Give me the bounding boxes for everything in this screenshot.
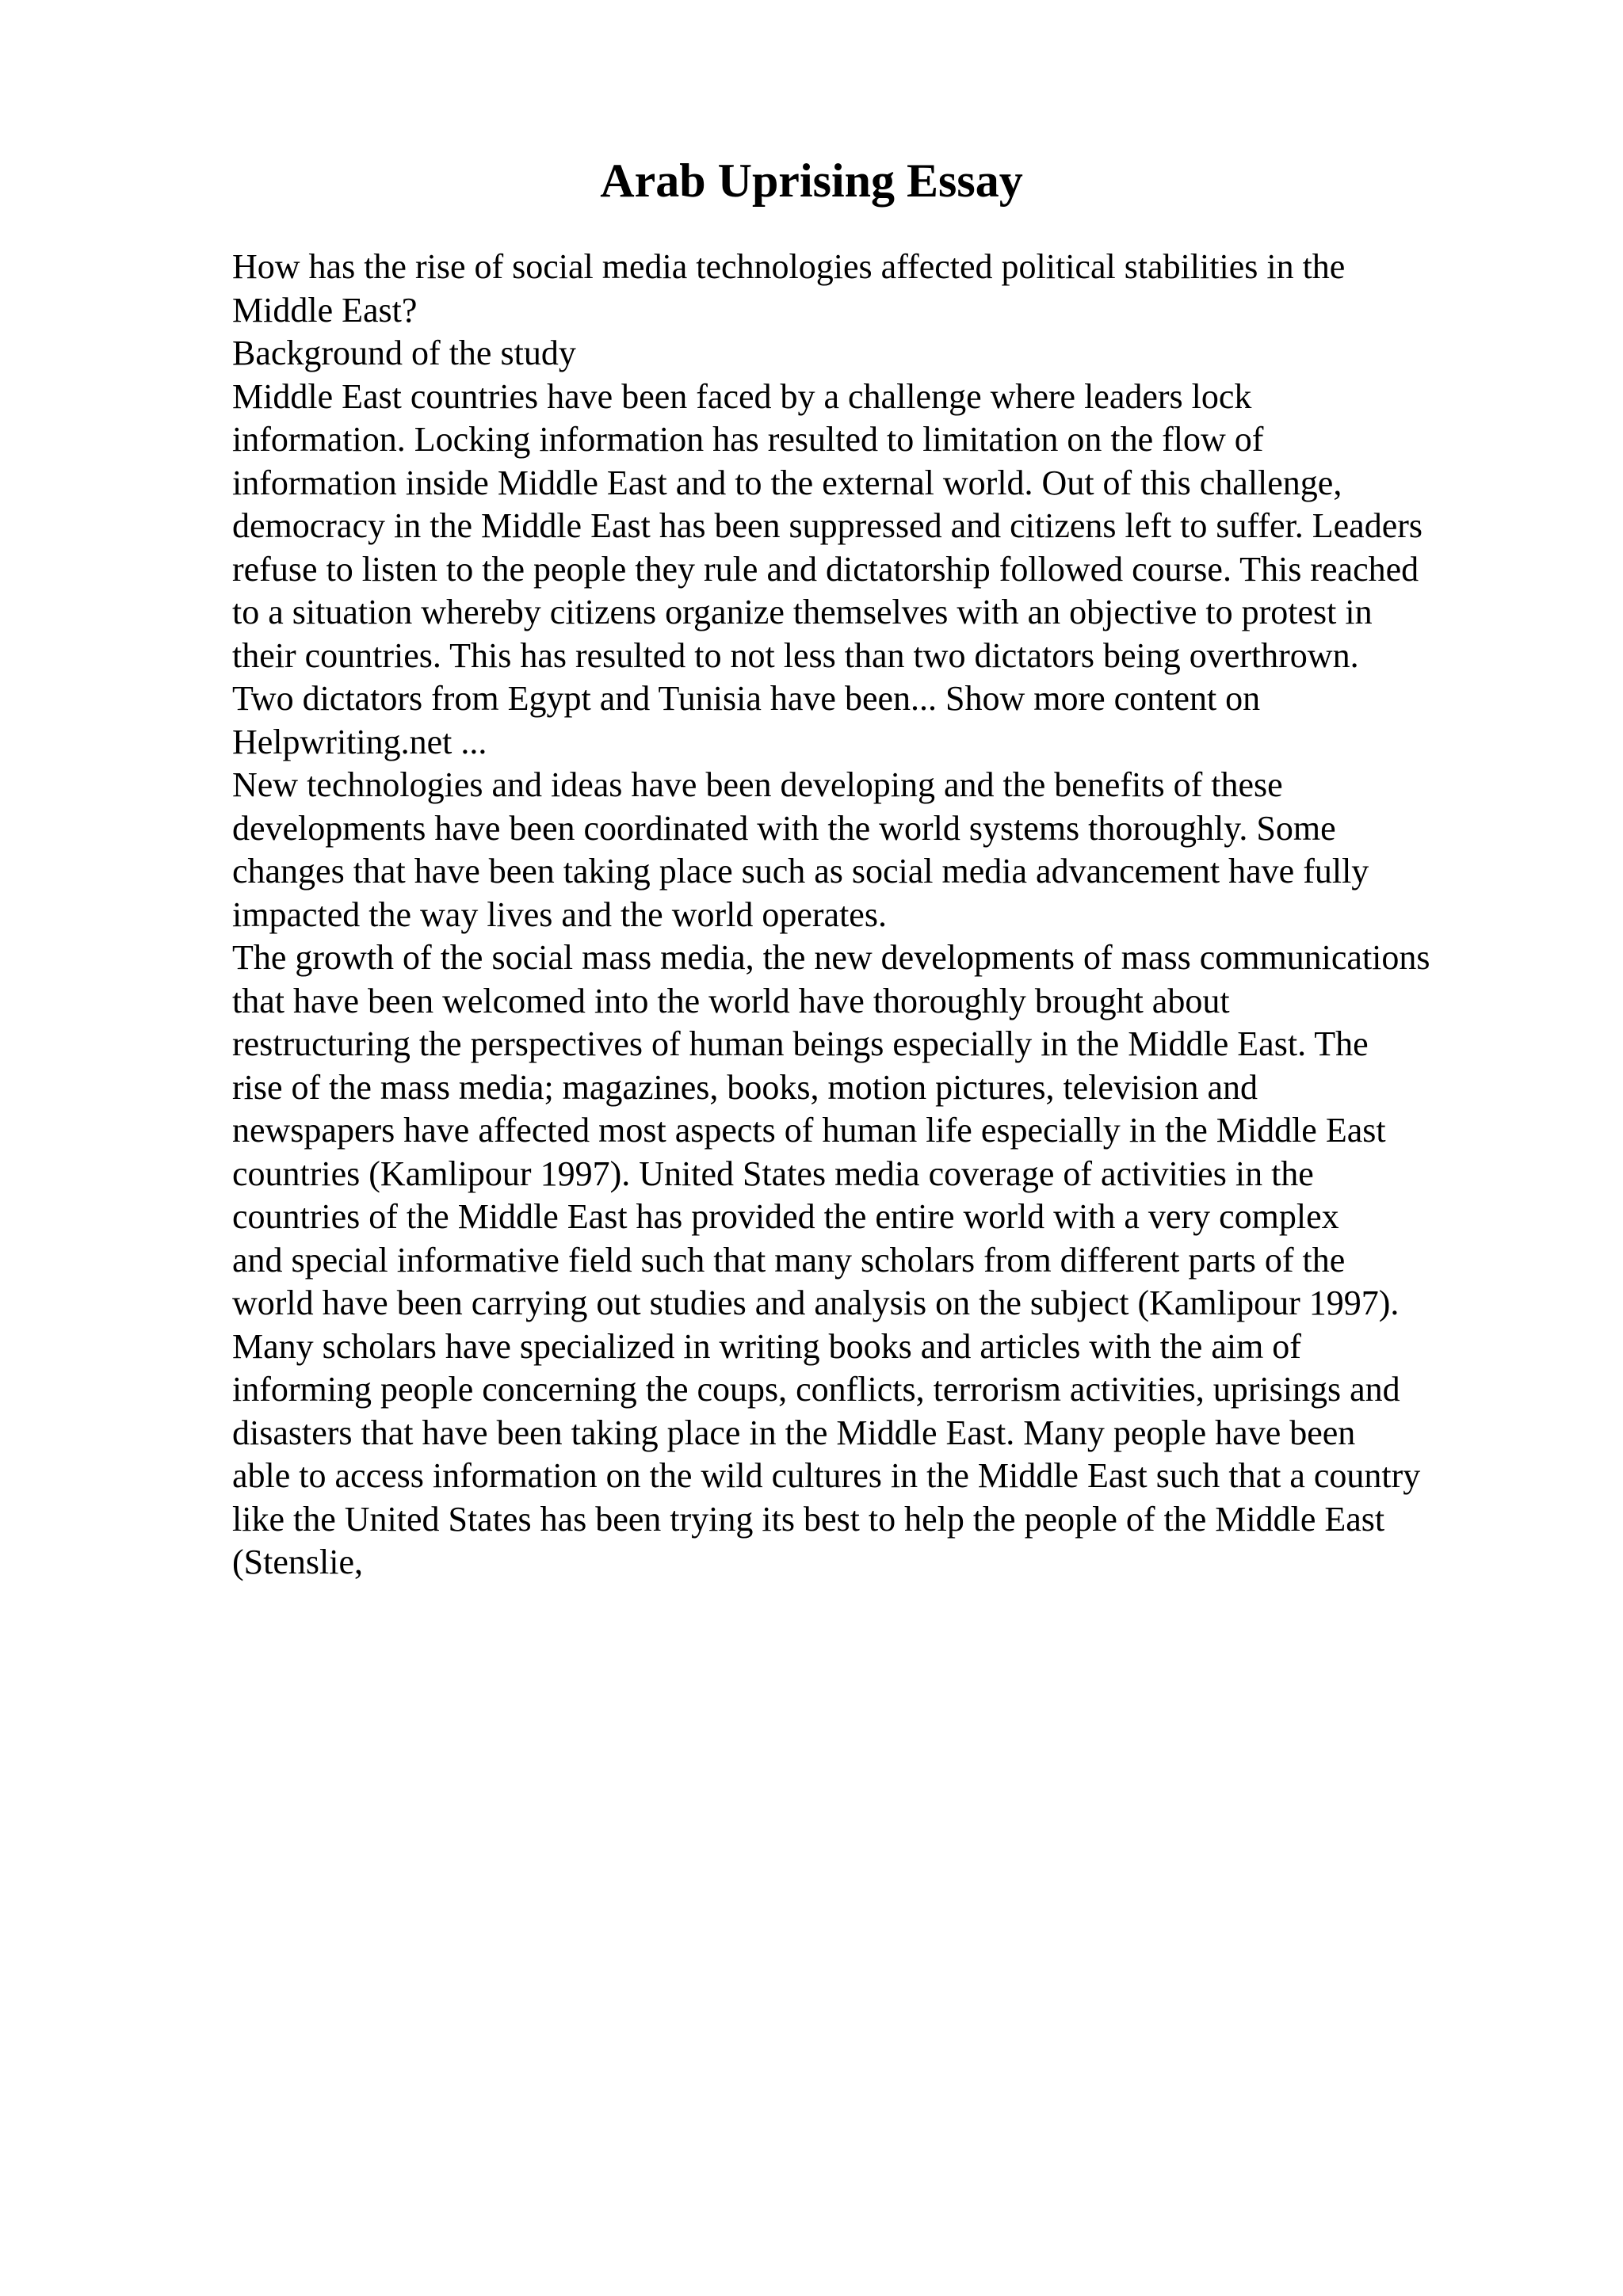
body-line: able to access information on the wild cultures in the Middle East such that a country: [232, 1456, 1421, 1495]
body-line: like the United States has been trying its best to help the people of the Middle East: [232, 1499, 1385, 1539]
body-line: that have been welcomed into the world have thoroughly brought about: [232, 981, 1230, 1020]
body-line: information inside Middle East and to the external world. Out of this challenge,: [232, 463, 1342, 502]
document-body: [232, 246, 1532, 1585]
body-line: Middle East?: [232, 290, 418, 330]
body-line: democracy in the Middle East has been suppressed and citizens left to suffer. Leaders: [232, 506, 1423, 545]
body-line: countries (Kamlipour 1997). United States media coverage of activities in the: [232, 1154, 1314, 1193]
body-line: Two dictators from Egypt and Tunisia have been... Show more content on: [232, 679, 1261, 718]
body-line: rise of the mass media; magazines, books, motion pictures, television and: [232, 1067, 1258, 1107]
body-line: world have been carrying out studies and analysis on the subject (Kamlipour 1997).: [232, 1283, 1400, 1322]
body-line: New technologies and ideas have been developing and the benefits of these: [232, 765, 1283, 804]
body-line: their countries. This has resulted to not less than two dictators being overthrown.: [232, 635, 1359, 675]
body-line: and special informative field such that many scholars from different parts of the: [232, 1240, 1346, 1280]
body-line: informing people concerning the coups, conflicts, terrorism activities, uprisings and: [232, 1370, 1400, 1409]
body-line: Middle East countries have been faced by a challenge where leaders lock: [232, 376, 1252, 416]
body-line: countries of the Middle East has provided the entire world with a very complex: [232, 1197, 1339, 1236]
body-line: refuse to listen to the people they rule and dictatorship followed course. This reached: [232, 549, 1419, 589]
body-line: disasters that have been taking place in the Middle East. Many people have been: [232, 1413, 1356, 1452]
body-line: How has the rise of social media technologies affected political stabilities in the: [232, 247, 1346, 286]
body-line: changes that have been taking place such as social media advancement have fully: [232, 852, 1369, 891]
body-line: newspapers have affected most aspects of human life especially in the Middle East: [232, 1111, 1386, 1150]
body-line: (Stenslie,: [232, 1543, 363, 1581]
body-line: impacted the way lives and the world operates.: [232, 894, 887, 934]
body-line: Helpwriting.net ...: [232, 722, 487, 761]
document-title: Arab Uprising Essay: [600, 154, 1023, 207]
body-line: The growth of the social mass media, the new developments of mass communications: [232, 938, 1430, 977]
body-line: information. Locking information has resulted to limitation on the flow of: [232, 420, 1264, 459]
body-line: developments have been coordinated with the world systems thoroughly. Some: [232, 808, 1336, 848]
body-line: restructuring the perspectives of human beings especially in the Middle East. The: [232, 1024, 1369, 1063]
body-line: Many scholars have specialized in writing books and articles with the aim of: [232, 1326, 1301, 1366]
body-line: to a situation whereby citizens organize themselves with an objective to protest in: [232, 593, 1373, 631]
body-line: Background of the study: [232, 334, 576, 372]
